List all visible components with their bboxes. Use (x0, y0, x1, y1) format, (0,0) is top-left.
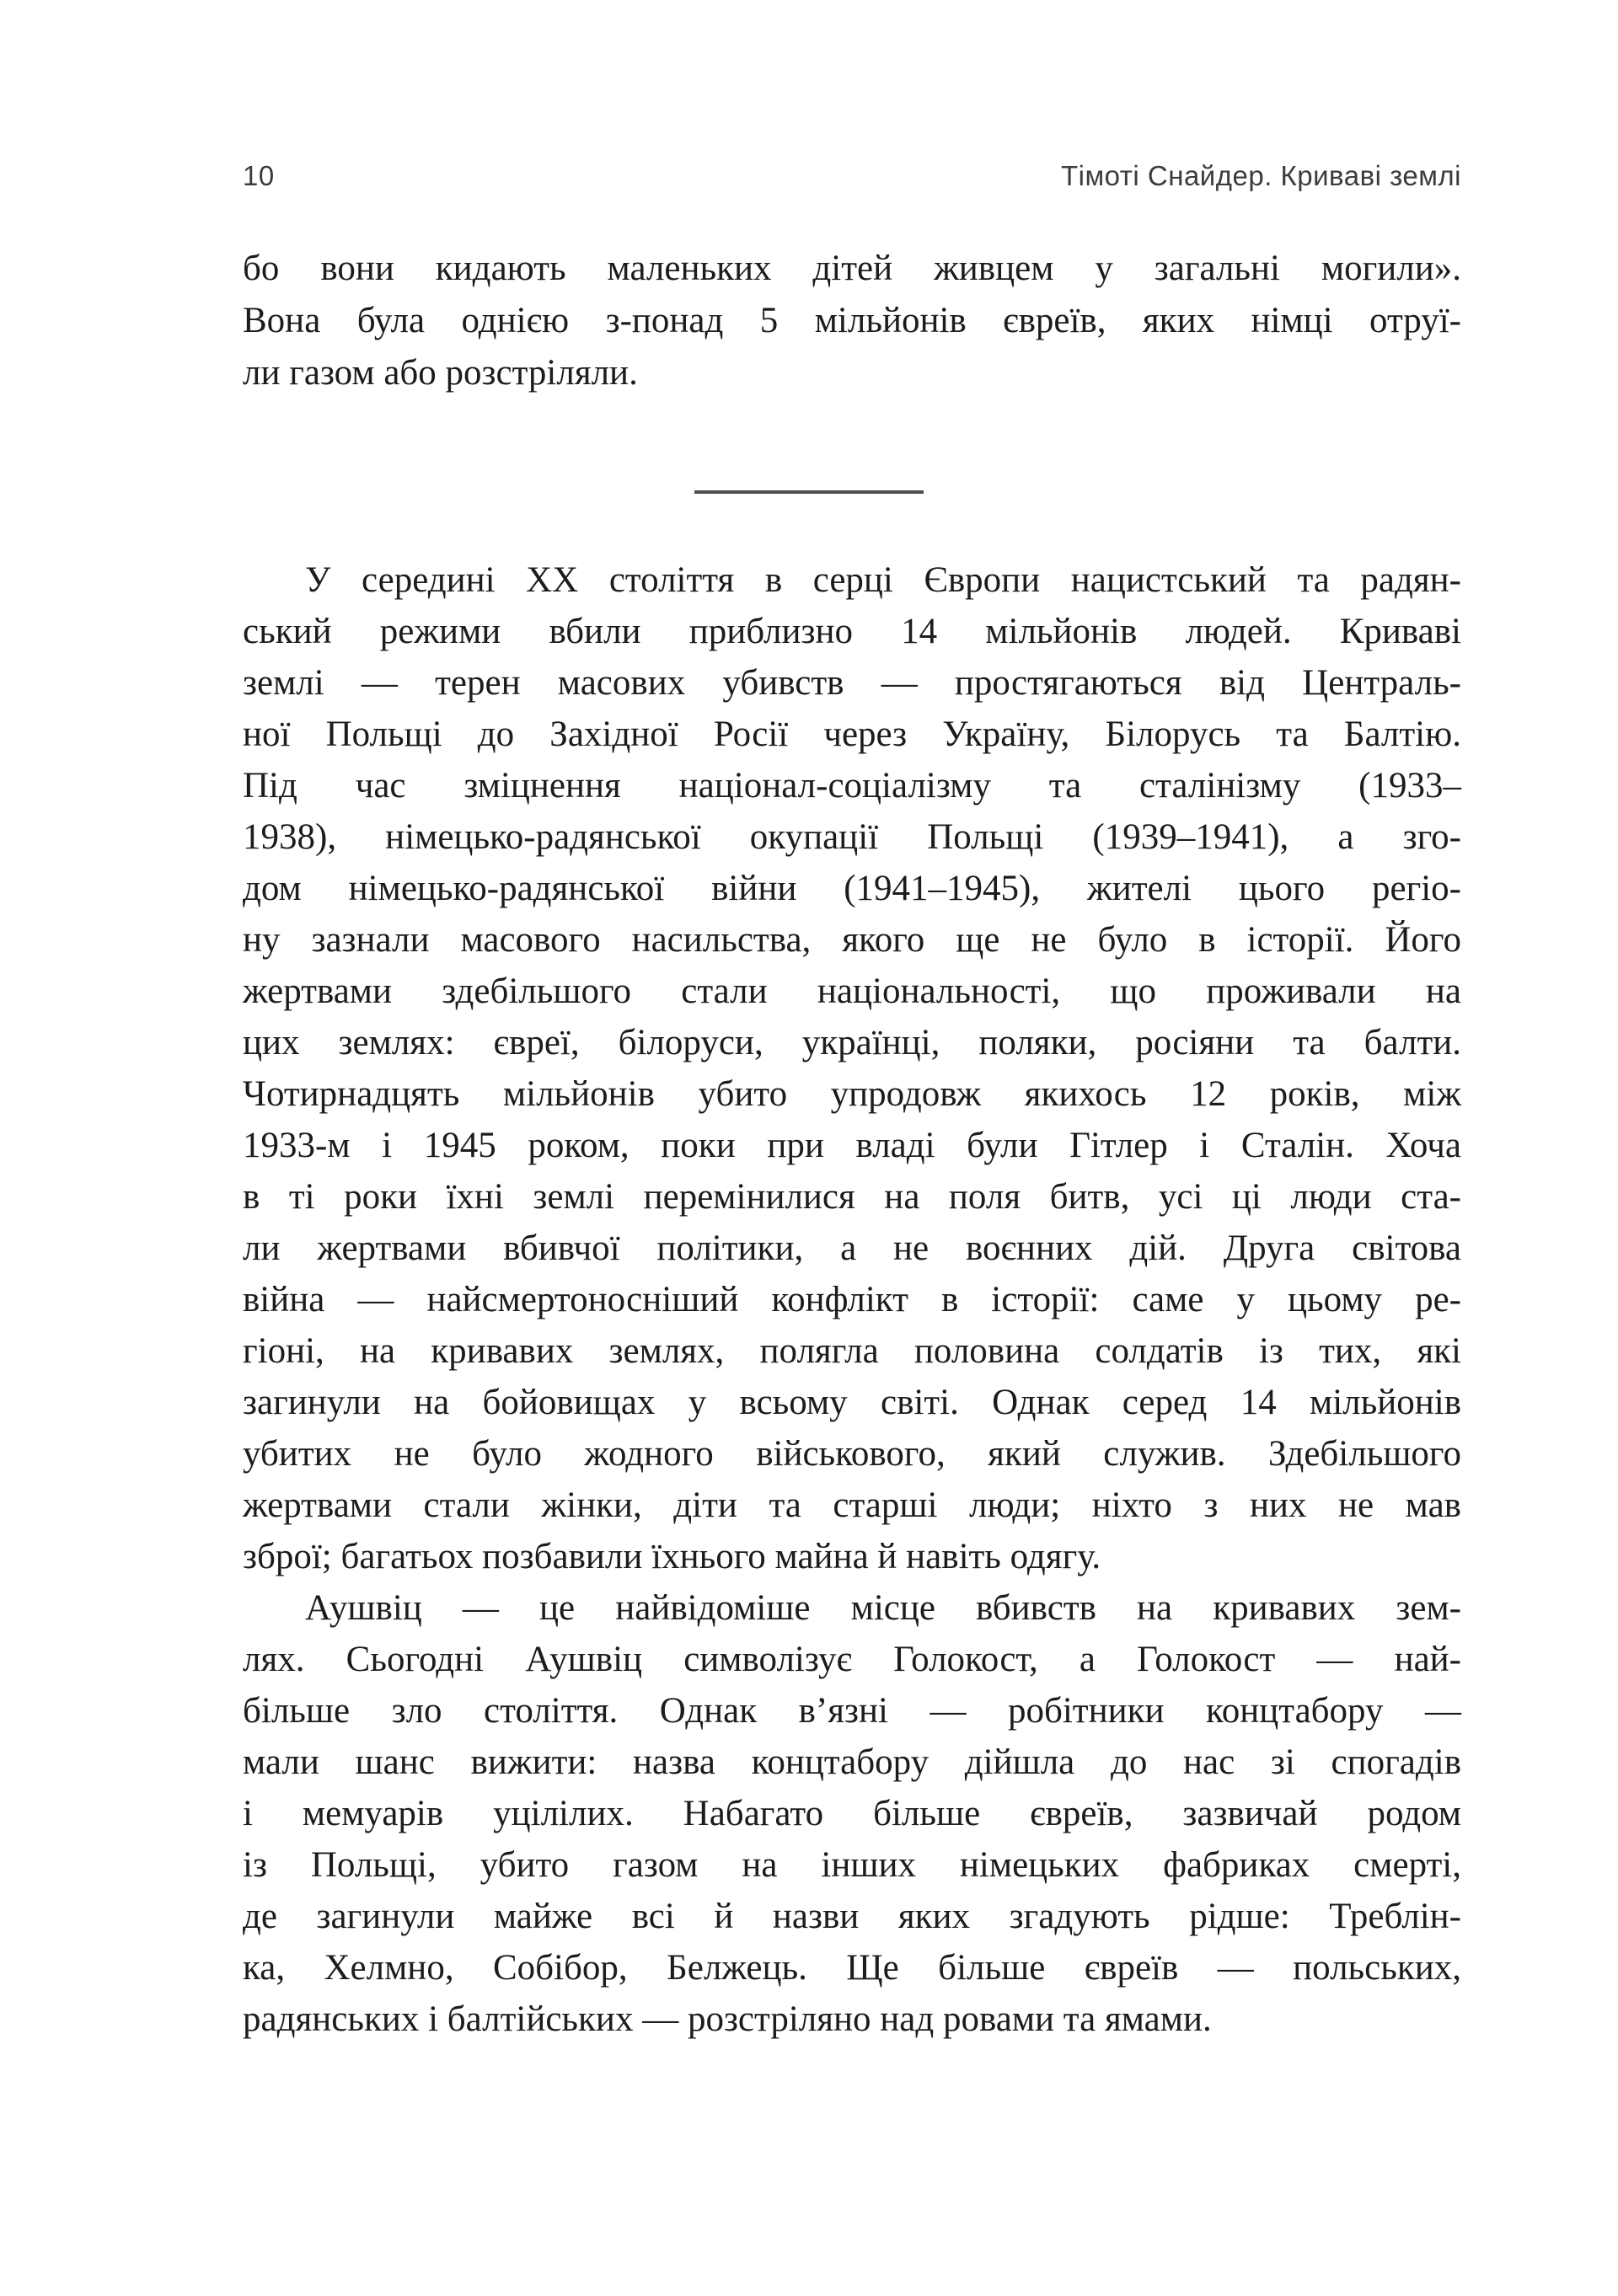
text-line: загинули на бойовищах у всьому світі. Однак серед 14 мільйонів (243, 1383, 1461, 1422)
paragraph-continuation (243, 243, 1461, 399)
text-line: ли жертвами вбивчої політики, а не воєнних дій. Друга світова (243, 1228, 1461, 1268)
text-line: і мемуарів уцілілих. Набагато більше євреїв, зазвичай родом (243, 1794, 1461, 1833)
text-line: У середині ХХ століття в серці Європи нацистський та радян- (305, 560, 1461, 600)
running-title: Тімоті Снайдер. Криваві землі (1060, 160, 1461, 191)
text-line: радянських і балтійських — розстріляно над ровами та ямами. (243, 1999, 1212, 2039)
text-line: де загинули майже всі й назви яких згадують рідше: Треблін- (243, 1897, 1461, 1936)
text-line: війна — найсмертоносніший конфлікт в історії: саме у цьому ре- (243, 1280, 1461, 1319)
text-line: ка, Хелмно, Собібор, Белжець. Ще більше євреїв — польських, (243, 1948, 1461, 1988)
text-line: дом німецько-радянської війни (1941–1945), жителі цього регіо- (243, 869, 1461, 908)
text-line: ної Польщі до Західної Росії через Україну, Білорусь та Балтію. (243, 714, 1461, 754)
text-line: в ті роки їхні землі перемінилися на поля битв, усі ці люди ста- (243, 1177, 1461, 1217)
text-line: лях. Сьогодні Аушвіц символізує Голокост, а Голокост — най- (243, 1640, 1461, 1679)
text-line: цих землях: євреї, білоруси, українці, поляки, росіяни та балти. (243, 1023, 1461, 1062)
text-line: ну зазнали масового насильства, якого ще не було в історії. Його (243, 920, 1461, 960)
text-line: Під час зміцнення націонал-соціалізму та сталінізму (1933– (243, 766, 1461, 805)
running-header (243, 160, 1461, 192)
text-line: із Польщі, убито газом на інших німецьких фабриках смерті, (243, 1845, 1461, 1885)
section-separator-rule (694, 490, 924, 494)
text-line: більше зло століття. Однак в’язні — робітники концтабору — (243, 1691, 1461, 1731)
text-line: землі — терен масових убивств — простягаються від Централь- (243, 663, 1461, 703)
text-line: убитих не було жодного військового, який служив. Здебільшого (243, 1434, 1461, 1474)
text-line: жертвами стали жінки, діти та старші люди; ніхто з них не мав (243, 1485, 1461, 1525)
text-line: ли газом або розстріляли. (243, 353, 638, 393)
text-line: Чотирнадцять мільйонів убито упродовж якихось 12 років, між (243, 1074, 1461, 1114)
text-line: гіоні, на кривавих землях, полягла половина солдатів із тих, які (243, 1331, 1461, 1371)
paragraph (243, 554, 1461, 1582)
text-line: Аушвіц — це найвідоміше місце вбивств на кривавих зем- (305, 1588, 1461, 1628)
paragraph (243, 1582, 1461, 2045)
text-line: жертвами здебільшого стали національності, що проживали на (243, 971, 1461, 1011)
text-line: Вона була однією з-понад 5 мільйонів євреїв, яких німці отруї- (243, 301, 1461, 340)
text-line: 1933-м і 1945 роком, поки при владі були Гітлер і Сталін. Хоча (243, 1126, 1461, 1165)
text-line: 1938), німецько-радянської окупації Польщі (1939–1941), а зго- (243, 817, 1461, 857)
text-line: зброї; багатьох позбавили їхнього майна й навіть одягу. (243, 1537, 1101, 1576)
text-line: ський режими вбили приблизно 14 мільйонів людей. Криваві (243, 612, 1461, 651)
text-line: бо вони кидають маленьких дітей живцем у загальні могили». (243, 249, 1461, 288)
page-number: 10 (243, 160, 275, 191)
text-line: мали шанс вижити: назва концтабору дійшла до нас зі спогадів (243, 1742, 1461, 1782)
main-text-block (243, 554, 1461, 2045)
